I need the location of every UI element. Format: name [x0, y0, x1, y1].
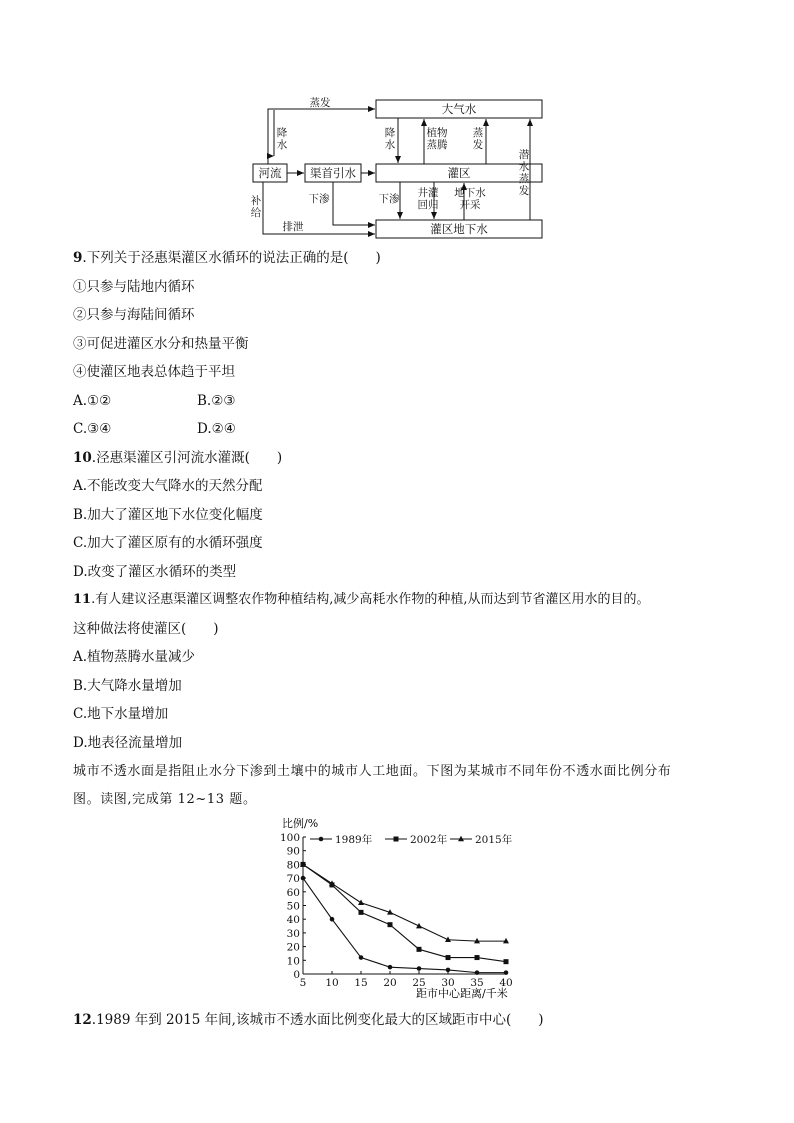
x-tick-label: 25: [412, 977, 426, 989]
label-evap-mid-1: 蒸: [472, 127, 484, 139]
data-point-series-1: [475, 970, 480, 975]
q11-number: 11: [73, 592, 92, 607]
x-tick-label: 40: [499, 977, 513, 989]
q11-option-c: C.地下水量增加: [73, 706, 169, 722]
label-infil-left: 下渗: [308, 193, 330, 205]
water-cycle-diagram: [248, 94, 548, 242]
label-transp-1: 植物: [426, 127, 448, 139]
q10-stem-text: .泾惠渠灌区引河流水灌溉( ): [91, 450, 283, 466]
q9-stem: [73, 249, 381, 267]
passage-intro: [73, 758, 723, 814]
box-river-label: 河流: [258, 166, 282, 180]
q12-number: 12: [73, 1012, 92, 1028]
chart-ylabel: 比例/%: [282, 817, 319, 830]
q10-stem: [73, 449, 282, 467]
y-tick-label: 30: [286, 927, 300, 940]
arrow-canal-infiltration: [333, 182, 375, 225]
q10-option-d: D.改变了灌区水循环的类型: [73, 564, 237, 580]
label-evaporation-top: 蒸发: [309, 97, 331, 109]
series-line-3: [303, 864, 506, 941]
label-gw-2: 开采: [459, 199, 481, 211]
passage-line-1: 城市不透水面是指阻止水分下渗到土壤中的城市人工地面。下图为某城市不同年份不透水面比例分布: [73, 764, 672, 779]
box-canal-label: 渠首引水: [310, 166, 356, 180]
y-tick-label: 40: [286, 914, 300, 927]
q9-statement-1: ①只参与陆地内循环: [73, 279, 195, 295]
q9-option-a: A.①②: [73, 393, 112, 409]
q9-number: 9: [73, 250, 83, 266]
label-evap-mid-2: 发: [472, 139, 484, 151]
q10-option-c: C.加大了灌区原有的水循环强度: [73, 535, 263, 551]
arrow-recharge: [263, 182, 375, 234]
q9-statement-2: ②只参与海陆间循环: [73, 307, 195, 323]
q9-option-c: C.③④: [73, 421, 112, 437]
data-point-series-1: [301, 876, 306, 881]
label-precip-mid-1: 降: [384, 127, 396, 139]
label-phreatic-2: 水: [518, 161, 530, 173]
q11-option-b: B.大气降水量增加: [73, 678, 182, 694]
label-precip-left-1: 降: [276, 127, 288, 139]
y-tick-label: 70: [286, 873, 300, 886]
label-recharge-1: 补: [250, 195, 262, 207]
data-point-series-2: [504, 959, 509, 964]
label-phreatic-3: 蒸: [518, 173, 530, 185]
legend-label-2: 2002年: [410, 834, 448, 846]
label-phreatic-1: 潜: [518, 149, 530, 161]
box-groundwater-label: 灌区地下水: [430, 222, 488, 236]
chart-xlabel: 距市中心距离/千米: [416, 987, 508, 1000]
q11-stem-line1: [73, 591, 650, 609]
q11-option-d: D.地表径流量增加: [73, 735, 183, 751]
label-well-2: 回归: [417, 199, 439, 211]
y-tick-label: 80: [286, 859, 300, 872]
label-recharge-2: 给: [250, 207, 262, 219]
data-point-series-1: [446, 968, 451, 973]
x-tick-label: 30: [441, 977, 455, 989]
legend-label-3: 2015年: [475, 834, 513, 846]
box-atmosphere-label: 大气水: [441, 102, 477, 116]
passage-line-2: 图。读图,完成第 12~13 题。: [73, 792, 257, 807]
box-irrigation-label: 灌区: [447, 166, 471, 180]
x-tick-label: 10: [325, 977, 339, 989]
data-point-series-1: [504, 970, 509, 975]
x-tick-label: 20: [383, 977, 397, 989]
label-discharge: 排泄: [282, 221, 304, 233]
q12-stem: [73, 1011, 544, 1029]
q9-option-b: B.②③: [197, 393, 236, 409]
data-point-series-1: [359, 955, 364, 960]
data-point-series-1: [330, 917, 335, 922]
y-tick-label: 0: [293, 969, 300, 981]
x-tick-label: 15: [354, 977, 368, 989]
y-tick-label: 90: [286, 845, 300, 858]
data-point-series-2: [359, 910, 364, 915]
y-tick-label: 50: [286, 900, 300, 913]
y-tick-label: 20: [286, 941, 300, 954]
data-point-series-3: [358, 900, 364, 906]
y-tick-label: 100: [279, 832, 300, 844]
y-tick-label: 10: [286, 955, 300, 968]
label-transp-2: 蒸腾: [426, 139, 448, 151]
q11-stem-line2: 这种做法将使灌区( ): [73, 621, 219, 637]
label-gw-1: 地下水: [454, 187, 486, 199]
label-precip-left-2: 水: [276, 139, 288, 151]
y-tick-label: 60: [286, 886, 300, 899]
q10-option-a: A.不能改变大气降水的天然分配: [73, 478, 263, 494]
data-point-series-1: [388, 965, 393, 970]
x-tick-label: 35: [470, 977, 484, 989]
q11-stem-text: .有人建议泾惠渠灌区调整农作物种植结构,减少高耗水作物的种植,从而达到节省灌区用水的目的。: [91, 592, 650, 607]
x-tick-label: 5: [299, 977, 307, 989]
data-point-series-2: [388, 922, 393, 927]
label-infil-mid: 下渗: [378, 193, 400, 205]
data-point-series-2: [417, 947, 422, 952]
q10-option-b: B.加大了灌区地下水位变化幅度: [73, 507, 263, 523]
q12-stem-text: .1989 年到 2015 年间,该城市不透水面比例变化最大的区域距市中心( ): [91, 1012, 544, 1028]
series-line-2: [303, 864, 506, 961]
legend-marker-2: [394, 837, 399, 842]
legend-label-1: 1989年: [335, 834, 373, 846]
data-point-series-2: [475, 955, 480, 960]
q9-stem-text: .下列关于泾惠渠灌区水循环的说法正确的是( ): [82, 250, 381, 266]
label-well-1: 井灌: [417, 187, 439, 199]
q9-option-d: D.②④: [197, 421, 236, 437]
q11-option-a: A.植物蒸腾水量减少: [73, 649, 196, 665]
label-phreatic-4: 发: [518, 185, 530, 197]
data-point-series-1: [417, 966, 422, 971]
label-precip-mid-2: 水: [384, 139, 396, 151]
data-point-series-2: [446, 955, 451, 960]
impervious-surface-chart: [270, 815, 530, 1003]
legend-marker-1: [319, 837, 324, 842]
q9-statement-4: ④使灌区地表总体趋于平坦: [73, 364, 235, 380]
q10-number: 10: [73, 450, 92, 466]
q9-statement-3: ③可促进灌区水分和热量平衡: [73, 336, 249, 352]
